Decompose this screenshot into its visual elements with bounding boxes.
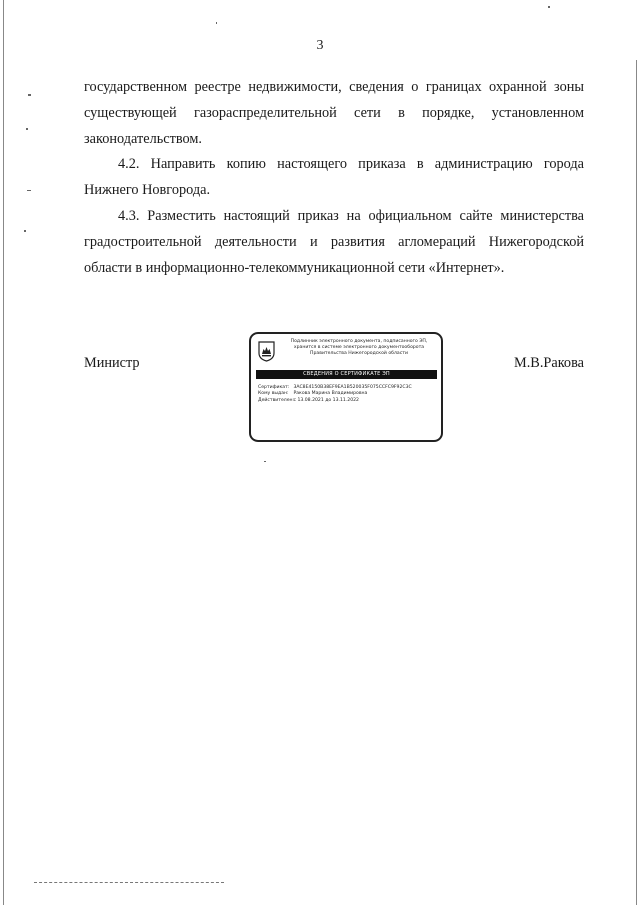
certificate-value: 3AC8E4150B38EF9EA1B520035F075CCFC9F92C3C <box>293 385 412 390</box>
scan-speck <box>264 461 266 462</box>
text-line: Нижнего Новгорода. <box>84 182 211 198</box>
stamp-notice-line: Подлинник электронного документа, подписанного ЭП, <box>290 339 428 344</box>
scan-speck <box>548 6 550 8</box>
page-number: 3 <box>316 38 324 53</box>
text-line: государственном реестре недвижимости, сведения о границах охранной зоны <box>84 79 584 95</box>
stamp-notice-line: Правительства Нижегородской области <box>310 351 408 357</box>
text-line: 4.2. Направить копию настоящего приказа в администрацию города <box>118 156 584 172</box>
paragraph-4-2 <box>84 151 584 203</box>
certificate-label: Сертификат: <box>258 385 290 390</box>
scan-speck <box>27 190 31 191</box>
validity-value: с 13.08.2021 до 13.11.2022 <box>293 397 359 403</box>
electronic-signature-stamp <box>249 332 443 442</box>
text-line: 4.3. Разместить настоящий приказ на официальном сайте министерства <box>118 208 584 224</box>
stamp-notice <box>279 339 439 358</box>
scan-edge-line <box>3 0 4 905</box>
stamp-details <box>258 385 440 404</box>
paragraph-4-3 <box>84 203 584 281</box>
scan-dash-line <box>34 882 224 884</box>
issued-to-value: Ракова Марина Владимировна <box>293 391 368 397</box>
scan-edge-line <box>636 60 637 905</box>
signer-name: М.В.Ракова <box>514 355 584 371</box>
text-line: градостроительной деятельности и развития агломераций Нижегородской <box>84 234 584 250</box>
text-line: существующей газораспределительной сети в порядке, установленном <box>84 105 584 121</box>
scan-speck <box>24 230 26 232</box>
coat-of-arms-icon <box>258 341 275 362</box>
validity-label: Действителен: <box>258 397 295 403</box>
scan-speck <box>216 22 217 24</box>
paragraph-4-1-continuation <box>84 74 584 152</box>
stamp-header: СВЕДЕНИЯ О СЕРТИФИКАТЕ ЭП <box>256 370 437 379</box>
issued-to-label: Кому выдан: <box>258 391 289 397</box>
stamp-notice-line: хранится в системе электронного документооборота <box>293 345 425 351</box>
text-line: законодательством. <box>84 131 202 147</box>
validity-row <box>258 398 440 404</box>
signer-role: Министр <box>84 355 140 371</box>
text-line: области в информационно-телекоммуникационной сети «Интернет». <box>84 260 505 276</box>
scan-speck <box>26 128 28 130</box>
scan-speck <box>28 94 31 96</box>
